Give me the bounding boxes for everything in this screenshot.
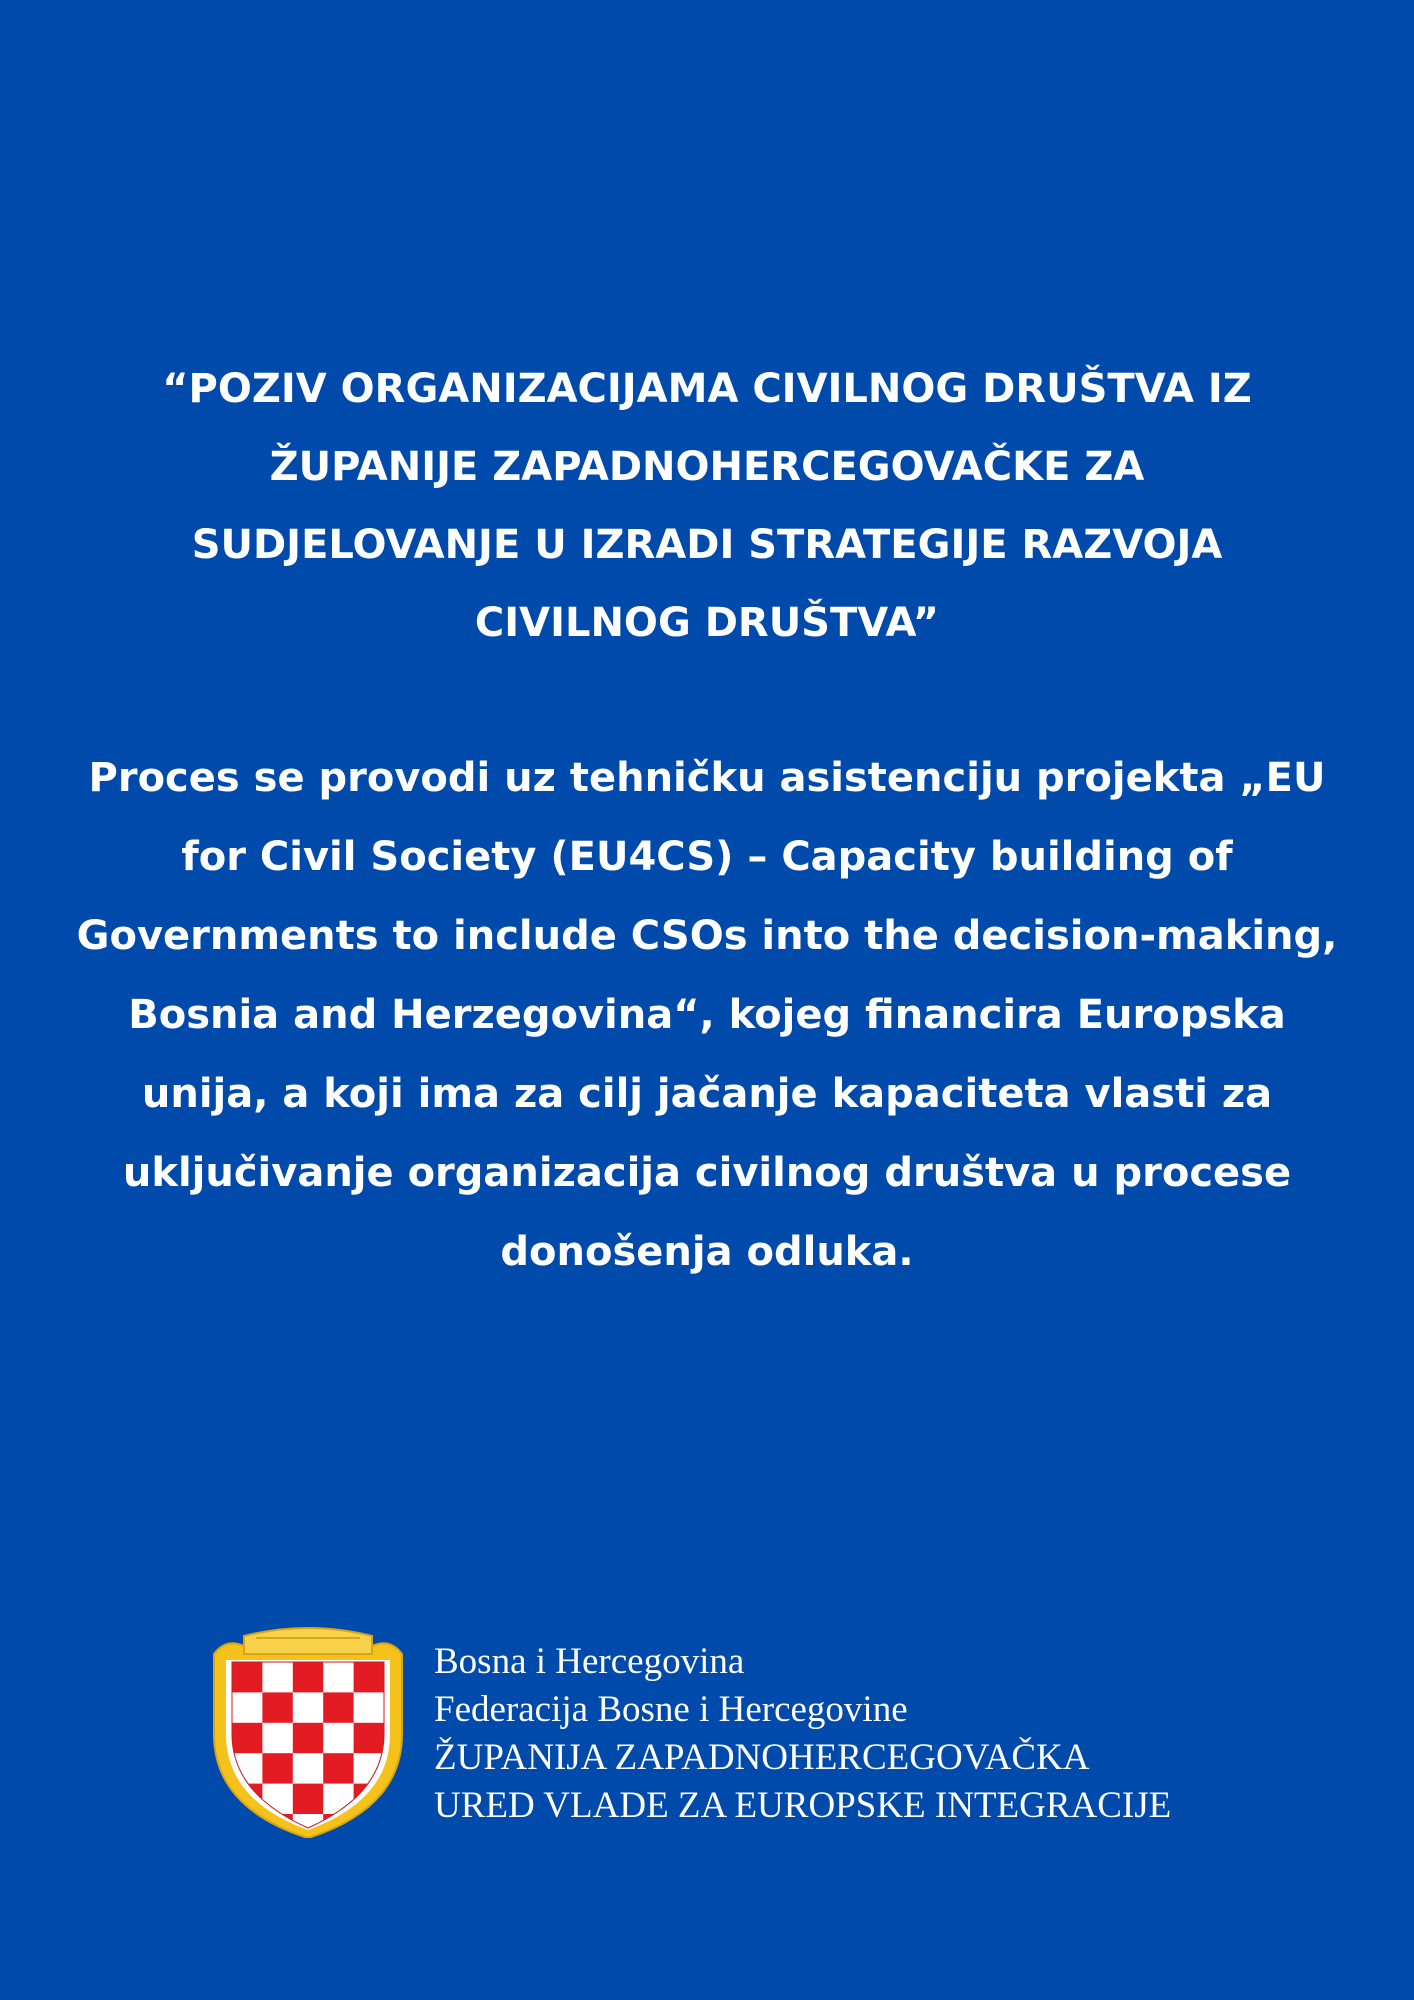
issuer-federation: Federacija Bosne i Hercegovine — [434, 1689, 908, 1730]
issuer-county: ŽUPANIJA ZAPADNOHERCEGOVAČKA — [434, 1737, 1090, 1778]
announcement-title: “POZIV ORGANIZACIJAMA CIVILNOG DRUŠTVA IZ ŽUPANIJE ZAPADNOHERCEGOVAČKE ZA SUDJELOVANJE U IZRADI STRATEGIJE RAZVOJA CIVILNOG DRUŠTVA” — [162, 366, 1252, 646]
issuer-office: URED VLADE ZA EUROPSKE INTEGRACIJE — [434, 1785, 1172, 1826]
coat-of-arms-icon — [204, 1624, 412, 1838]
announcement-body: Proces se provodi uz tehničku asistenciju projekta „EU for Civil Society (EU4CS) – Capacity building of Governments to include CSOs into the decision-making, Bosnia and Herzegovina“, kojeg financira Europska unija, a koji ima za cilj jačanje kapaciteta vlasti za uključivanje organizacija civilnog društva u procese donošenja odluka. — [76, 755, 1338, 1275]
issuer-block — [434, 1638, 1334, 1830]
issuer-country: Bosna i Hercegovina — [434, 1641, 745, 1682]
